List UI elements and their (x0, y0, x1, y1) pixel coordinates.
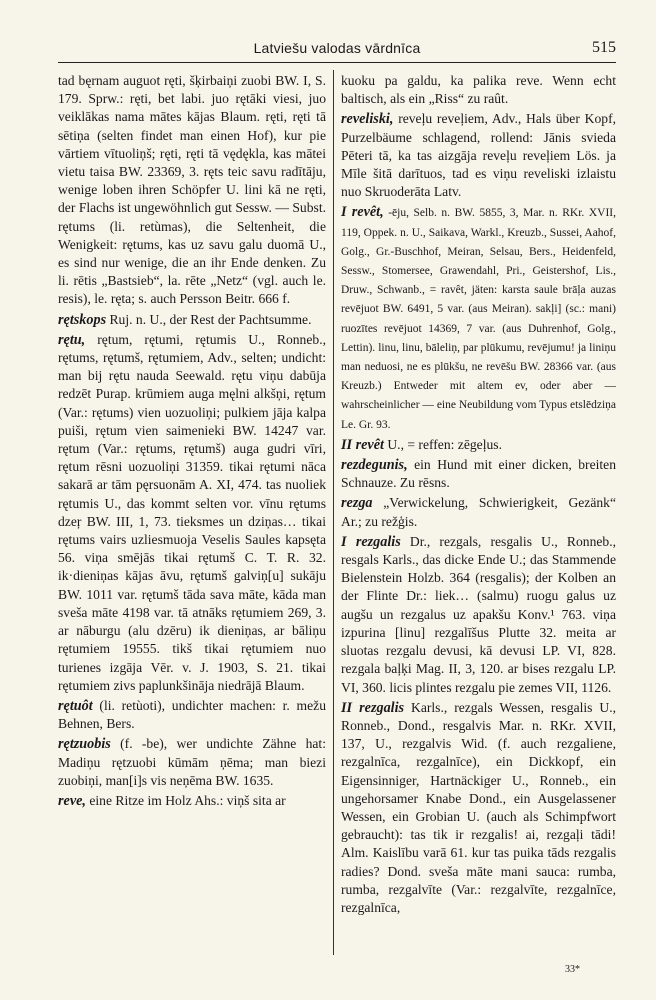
entry-retuot (58, 697, 326, 733)
entry-text: U., = reffen: zēgeļus. (383, 436, 502, 452)
entry-reve (58, 792, 326, 810)
headword: rętuôt (58, 697, 93, 714)
headword: rętskops (58, 311, 107, 328)
headword: I rezgalis (341, 533, 401, 550)
entry-text: (li. retùoti), undichter machen: r. mežu Behnen, Bers. (58, 697, 326, 732)
entry-retzuobis (58, 735, 326, 790)
column-divider (333, 70, 334, 955)
entry-text: ein Hund mit einer dicken, breiten Schnauze. Zu rēsns. (341, 457, 616, 491)
entry-text: „Verwickelung, Schwierigkeit, Gezänk“ Ar.; zu režģis. (341, 495, 616, 529)
headword: rętu, (58, 331, 86, 348)
entry-reveliski (341, 110, 616, 201)
entry-text: (f. -be), wer undichte Zähne hat: Madiņu rętzuobi kūmām ņēma; man biezi zuobiņi, man[i]s vis neņēma BW. 1635. (58, 736, 326, 788)
headword: rezga (341, 495, 373, 512)
entry-rezdegunis (341, 456, 616, 492)
entry-continuation: tad bęrnam auguot ręti, šķirbaiņi zuobi BW. I, S. 179. Sprw.: ręti, bet labi. juo rętāki viesi, juo veiklākas nama mātes kājas Blaum. ręti, ręti tā sētiņa (selten findet man einen Hof), kur pie vārtiem vītuoliņš; ręti, ręti tā vędękla, kas mātei vietu taisa BW. 23369, 3. ręts teic savu radītāju, wenige loben ihren Schöpfer U. lini kā ne ręti, der Flachs ist ungewöhnlich gut Sessw. — Subst. rętums (li. retùmas), die Seltenheit, die Wenigkeit: rętums, kas uz savu galu duomā U., es sind nur wenige, die an ihr Ende denken. Zu li. rētis „Bastsieb“, la. rēte „Netz“ (vgl. auch le. resis), le. ręta; s. auch Persson Beitr. 666 f. (58, 73, 326, 307)
signature-mark: 33* (565, 964, 580, 975)
entry-text: Ruj. n. U., der Rest der Pachtsumme. (106, 311, 312, 327)
entry-rezgalis-2 (341, 699, 616, 917)
headword: II revêt (341, 436, 384, 453)
headword: reveliski, (341, 111, 394, 128)
page-title: Latviešu valodas vārdnīca (253, 40, 421, 56)
entry-revet-2 (341, 436, 616, 454)
headword: I revêt, (341, 204, 384, 221)
left-column (58, 70, 326, 810)
entry-rezga (341, 494, 616, 530)
headword: rezdegunis, (341, 457, 408, 474)
entry-text: Dr., rezgals, resgalis U., Ronneb., resgals Karls., das dicke Ende U.; das Stammende Bielenstein Holzb. 364 (resgalis); der Kolben an der Flinte Dr.: liek… (salmu) ruogu galus uz augšu un rezgalus uz apakšu Konv.¹ 763. viņa izpurina [linu] rezgalīšus Plutte 32. meita ar sluotas rezgalu devusi, kā devusi LP. VI, 828. rezgala baļķi Mag. II, 3, 120. ar bises rezgalu LP. VI, 360. licis plintes rezgalu pie zemes VII, 1126. (341, 533, 616, 695)
right-column (341, 70, 616, 917)
page-number: 515 (592, 39, 616, 56)
entry-text: eine Ritze im Holz Ahs.: viņš sita ar (85, 792, 286, 808)
entry-text: -ēju, Selb. n. BW. 5855, 3, Mar. n. RKr. XVII, 119, Oppek. n. U., Saikava, Warkl., Kreuzb., Sussei, Aahof, Golg., Gr.-Buschhof, Meiran, Selsau, Bers., Heidenfeld, Sessw., Stomersee, Grawendahl, Pri., Geistershof, Lis., Druw., Schwanb., = ravêt, jäten: karsta saule brāļa auzas revējuot BW. 6491, 5 var. (aus Meiran). sakļi] (sc.: mani) ruozītes revējuot 14369, 7 var. (aus Duhrenhof, Golg., Lettin). linu, linu, bāleliņ, par plūkumu, revējumu! ja liniņu man neduosi, ne es plūkšu, ne revēšu BW. 28366 var. (aus Kreuzb.) Entweder mit altem ev, oder aber — wahrscheinlicher — eine Neubildung vom Typus etslēdziņa Le. Gr. 93. (341, 207, 616, 431)
headword: reve, (58, 792, 86, 809)
headword: rętzuobis (58, 736, 111, 753)
entry-revet-1 (341, 203, 616, 433)
entry-rezgalis-1 (341, 533, 616, 697)
running-header (58, 38, 616, 63)
entry-retskops (58, 311, 326, 329)
entry-continuation: kuoku pa galdu, ka palika reve. Wenn echt baltisch, als ein „Riss“ zu raût. (341, 73, 616, 107)
headword: II rezgalis (341, 699, 405, 716)
entry-text: rętum, rętumi, rętumis U., Ronneb., rętums, rętumš, rętumiem, Adv., selten; undicht: man bij rętu nauda Seewald. rętu viņu dabūja redzēt Purap. krūmiem auga męlni alkšņi, rętum (Var.: rętums) vien uozuoliņi; pulkiem jāja kalpa puiši, rętum vien saimenieki BW. 14247 var. rętum (Var.: rętums, rętumš) auga gudri vīri, rętum rēsni uozuoliņi 31359. tikai rętumi nāca sakarā ar tām pęrsuonām A. XI, 474. tas nuoliek rętumis U., das kommt selten vor. vīnu rętums dzeŗ BW. III, 1, 73. tieksmes un dziņas… tikai rętums vairs uzliesmuoja Veselis Saules kapsęta 56. viņa smējās tikai rętumš C. T. R. 32. ik·dieniņas kājas āvu, rętumš galviņ[u] sukāju BW. 1011 var. rętumš tāda sava māte, kāda man sveša māte 4198 var. tā atnāks rętumiem 269, 3. ar nāburgu (alu dzēru) ik dieniņas, ar bāliņu rętumiem 19555. tikš tikai rętumiem nuo turienes izgāja Vēr. v. J. 1903, S. 21. tikai rętumiem zivs paplunkšināja niedrājā Blaum. (58, 331, 326, 693)
entry-retu (58, 331, 326, 695)
entry-text: Karls., rezgals Wessen, resgalis U., Ronneb., Dond., resgalvis Mar. n. RKr. XVII, 137, U., rezgalvis Wid. (f. auch rezgaliene, rezgalnīca, rezgalnīce), ein Dickkopf, ein Eigensinniger, Hartnäckiger U., Ronneb., ein ungehorsamer Knabe Dond., ein Ausgelassener Wessen, ein Grobian U. (auch als Schimpfwort gebraucht): tas tik ir rezgalis! ai, rezgaļi tādi! Alm. Kaislību varā 61. kur tas puika tāds rezgalis radies? Dond. sveša māte mani sauca: rumba, rumba, rezgalvīte (Var.: rezgalvīte, rezgalnīce, rezgalnīca, (341, 699, 617, 915)
entry-text: reveļu reveļiem, Adv., Hals über Kopf, Purzelbäume schlagend, rollend: Jānis svieda Pēteri tā, ka tas aizgāja reveļu reveļiem Lös. ja Mīle šitā darītuos, tad es viņu reveliski izlaistu nuo Skruoderāta Latv. (341, 111, 616, 200)
